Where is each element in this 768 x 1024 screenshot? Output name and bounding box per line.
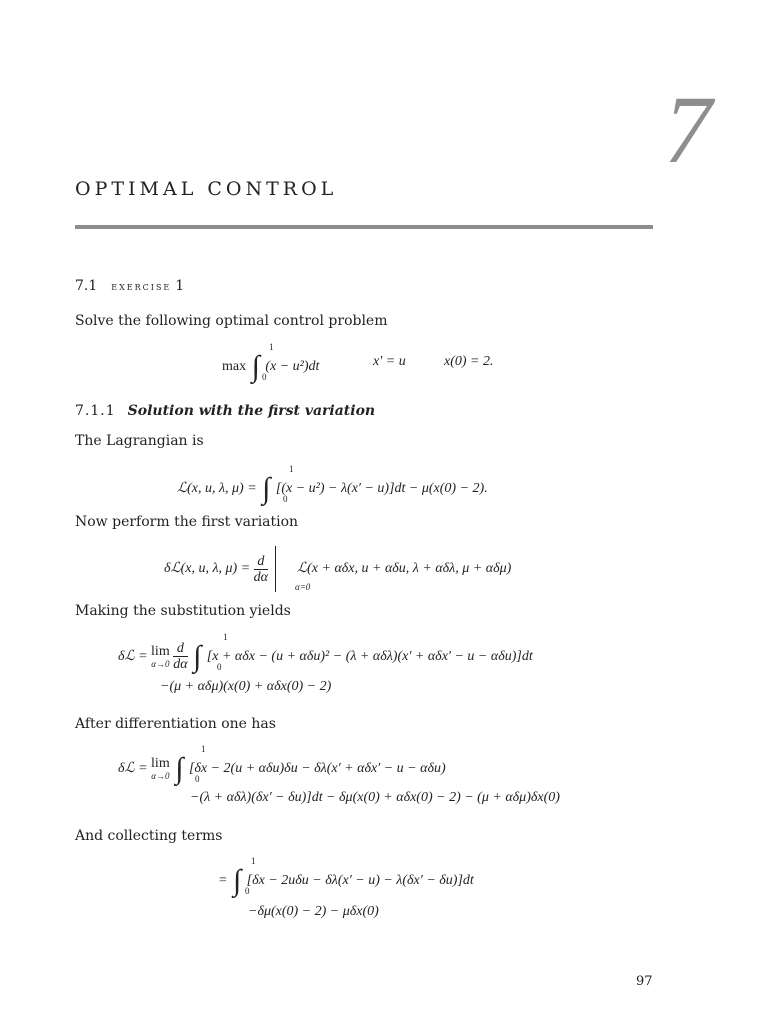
eq4-line2: −(μ + αδμ)(x(0) + αδx(0) − 2) bbox=[160, 679, 332, 694]
eq1-c1: x′ = u bbox=[373, 354, 406, 369]
eq4-line-2 bbox=[160, 679, 331, 695]
derivative-denominator: dα bbox=[173, 657, 188, 673]
subsection-heading bbox=[75, 403, 375, 419]
integral-lower: 0 bbox=[262, 372, 267, 382]
evaluation-bar bbox=[275, 546, 276, 592]
integral-upper: 1 bbox=[269, 342, 274, 352]
eq2-lhs: ℒ(x, u, λ, μ) = bbox=[177, 481, 257, 496]
eq1-constraint-1 bbox=[373, 354, 406, 370]
eq4-lhs: δℒ = bbox=[118, 649, 148, 664]
paragraph-6: And collecting terms bbox=[75, 828, 223, 844]
limit-text: lim bbox=[151, 755, 170, 771]
integral-lower: 0 bbox=[245, 886, 250, 896]
eq1-c2: x(0) = 2. bbox=[444, 354, 494, 369]
section-heading bbox=[75, 278, 184, 294]
eq6-line1: [δx − 2uδu − δλ(x′ − u) − λ(δx′ − δu)]dt bbox=[246, 873, 474, 888]
integral-sign: ∫ bbox=[262, 472, 271, 505]
eq5-lhs: δℒ = bbox=[118, 761, 148, 776]
chapter-title: OPTIMAL CONTROL bbox=[75, 178, 338, 200]
integral-lower: 0 bbox=[283, 494, 288, 504]
equation-lagrangian bbox=[177, 464, 488, 505]
paragraph-4: Making the substitution yields bbox=[75, 603, 291, 619]
integral-upper: 1 bbox=[201, 744, 206, 754]
paragraph-2: The Lagrangian is bbox=[75, 433, 204, 449]
eq3-lhs: δℒ(x, u, λ, μ) = bbox=[164, 561, 251, 577]
paragraph-3: Now perform the first variation bbox=[75, 514, 299, 530]
integral-sign: ∫ bbox=[251, 350, 260, 383]
subsection-number: 7.1.1 bbox=[75, 403, 116, 419]
paragraph-1: Solve the following optimal control problem bbox=[75, 313, 388, 329]
eq1-constraint-2 bbox=[444, 354, 494, 370]
eq5-line2: −(λ + αδλ)(δx′ − δu)]dt − δμ(x(0) + αδx(0) − 2) − (μ + αδμ)δx(0) bbox=[190, 790, 560, 805]
section-title-number: 1 bbox=[175, 278, 185, 294]
limit bbox=[151, 757, 170, 781]
integral-sign: ∫ bbox=[193, 640, 202, 673]
subsection-title: Solution with the first variation bbox=[127, 403, 376, 419]
chapter-number: 7 bbox=[664, 76, 712, 183]
eq1-max: max bbox=[222, 359, 247, 374]
eq4-line1: [x + αδx − (u + αδu)² − (λ + αδλ)(x′ + αδx′ − u − αδu)]dt bbox=[206, 649, 533, 664]
eq1-body: (x − u²)dt bbox=[265, 359, 320, 374]
equation-problem bbox=[222, 342, 320, 383]
integral-upper: 1 bbox=[289, 464, 294, 474]
integral-sign: ∫ bbox=[175, 752, 184, 785]
equation-first-variation bbox=[164, 546, 511, 592]
section-title: exercise bbox=[111, 280, 172, 293]
derivative-fraction bbox=[173, 641, 187, 672]
eq2-body: [(x − u²) − λ(x′ − u)]dt − μ(x(0) − 2). bbox=[275, 481, 488, 496]
limit-subscript: α→0 bbox=[151, 770, 170, 781]
integral-upper: 1 bbox=[223, 632, 228, 642]
eval-subscript: α=0 bbox=[295, 582, 311, 592]
page-number: 97 bbox=[636, 974, 653, 989]
derivative-numerator: d bbox=[173, 641, 187, 657]
eq6-line-2 bbox=[248, 904, 379, 920]
limit-text: lim bbox=[151, 643, 170, 659]
limit bbox=[151, 645, 170, 669]
integral-sign: ∫ bbox=[232, 864, 242, 897]
integral-upper: 1 bbox=[251, 856, 256, 866]
equation-differentiation bbox=[118, 744, 446, 785]
eq3-body: ℒ(x + αδx, u + αδu, λ + αδλ, μ + αδμ) bbox=[297, 561, 512, 577]
eq6-line2: −δμ(x(0) − 2) − μδx(0) bbox=[248, 904, 379, 919]
derivative-denominator: dα bbox=[253, 569, 269, 585]
section-number: 7.1 bbox=[75, 278, 98, 294]
derivative-fraction bbox=[254, 554, 268, 585]
derivative-numerator: d bbox=[254, 554, 268, 570]
integral-lower: 0 bbox=[195, 774, 200, 784]
integral-lower: 0 bbox=[217, 662, 222, 672]
equation-substitution bbox=[118, 634, 533, 672]
eq5-line-2 bbox=[190, 790, 560, 806]
equation-collected bbox=[218, 856, 474, 897]
eq5-line1: [δx − 2(u + αδu)δu − δλ(x′ + αδx′ − u − αδu) bbox=[188, 761, 446, 776]
paragraph-5: After differentiation one has bbox=[75, 716, 276, 732]
limit-subscript: α→0 bbox=[151, 658, 170, 669]
eq6-lhs: = bbox=[218, 873, 228, 888]
chapter-rule bbox=[75, 225, 653, 229]
